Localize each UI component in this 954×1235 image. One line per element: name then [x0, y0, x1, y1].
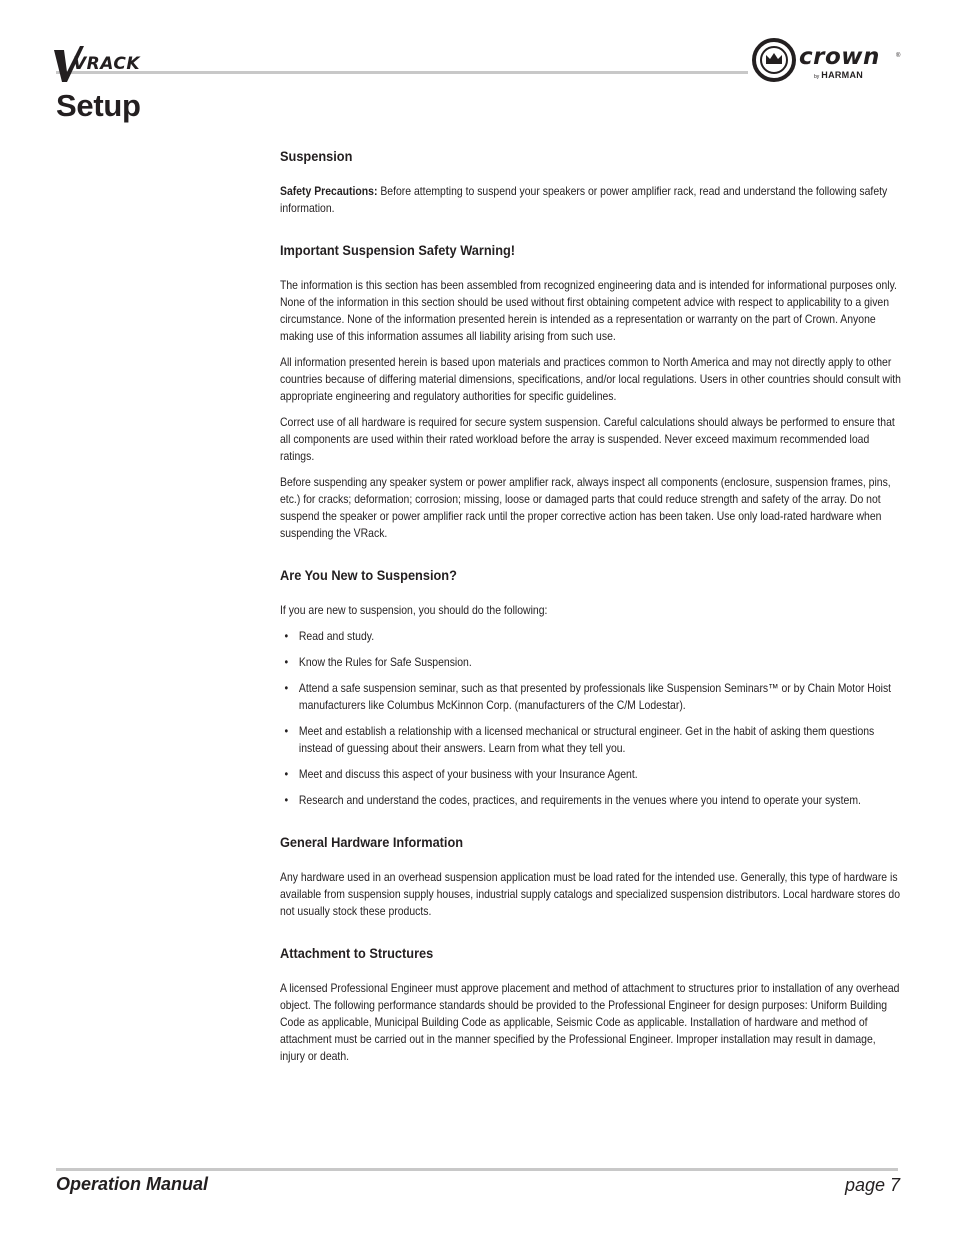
- crown-emblem-icon: [752, 38, 796, 82]
- document-body: [280, 147, 901, 1074]
- harman-wordmark: [814, 70, 863, 80]
- crown-wordmark: crown: [799, 44, 880, 70]
- footer-rule: [56, 1168, 898, 1171]
- bullet-icon: •: [284, 682, 289, 695]
- section-heading-general-hardware: General Hardware Information: [280, 835, 464, 851]
- footer-manual-title: Operation Manual: [56, 1174, 209, 1194]
- vrack-logo-text: VRACK: [73, 54, 141, 74]
- paragraph: All information presented herein is based upon materials and practices common to North America and may not directly apply to other countries because of differing material dimensions, specifications, and/or local regulations. Users in other countries should consult with appropriate engineering and regulatory authorities for specific guidelines.: [280, 356, 901, 403]
- bullet-icon: •: [284, 656, 289, 669]
- list-item: [280, 628, 901, 645]
- bullet-list: [280, 628, 901, 809]
- safety-precautions-paragraph: [280, 183, 901, 217]
- harman-label: HARMAN: [821, 70, 864, 80]
- paragraph: Correct use of all hardware is required for secure system suspension. Careful calculations should always be performed to ensure that all components are used within their rated workload before the array is suspended. Never exceed maximum recommended load ratings.: [280, 416, 895, 463]
- paragraph: The information is this section has been assembled from recognized engineering data and is intended for informational purposes only. None of the information in this section should be used without first obtaining competent advice with respect to applicability to a given circumstance. None of the information presented herein is intended as a representation or warranty on the part of Crown. Anyone making use of this information assumes all liability arising from such use.: [280, 279, 897, 343]
- list-item-text: Read and study.: [298, 630, 375, 643]
- list-item: [280, 792, 901, 809]
- paragraph: Any hardware used in an overhead suspension application must be load rated for the intended use. Generally, this type of hardware is available from suspension supply houses, industrial supply catalogs and specialized suspension distributors. Local hardware stores do not usually stock these products.: [280, 871, 901, 918]
- list-item-text: Know the Rules for Safe Suspension.: [298, 656, 472, 669]
- list-item-text: Meet and establish a relationship with a licensed mechanical or structural engineer. Get in the habit of asking them questions instead of guessing about their answers. Learn from what they tell you.: [298, 725, 875, 755]
- list-item-text: Research and understand the codes, practices, and requirements in the venues where you intend to operate your system.: [298, 794, 861, 807]
- list-item: [280, 654, 901, 671]
- by-label: by: [814, 74, 820, 80]
- section-heading-attachment: Attachment to Structures: [280, 946, 434, 962]
- paragraph: A licensed Professional Engineer must approve placement and method of attachment to structures prior to installation of any overhead object. The following performance standards should be provided to the Professional Engineer for design purposes: Uniform Building Code as applicable, Municipal Building Code as applicable, Seismic Code as applicable. Installation of hardware and method of attachment must be carried out in the manner specified by the Professional Engineer. Improper installation may result in damage, injury or death.: [280, 982, 900, 1063]
- list-item: [280, 680, 901, 714]
- bullet-icon: •: [284, 768, 289, 781]
- section-heading-new-to-suspension: Are You New to Suspension?: [280, 568, 457, 584]
- safety-precautions-text: Before attempting to suspend your speakers or power amplifier rack, read and understand the following safety information.: [280, 185, 888, 215]
- bullet-icon: •: [284, 630, 289, 643]
- crown-registered-mark: ®: [896, 53, 901, 59]
- list-item-text: Attend a safe suspension seminar, such as that presented by professionals like Suspension Seminars™ or by Chain Motor Hoist manufacturers like Columbus McKinnon Corp. (manufacturers of the C/M Lodestar).: [298, 682, 892, 712]
- list-item-text: Meet and discuss this aspect of your business with your Insurance Agent.: [298, 768, 638, 781]
- section-heading-suspension: Suspension: [280, 149, 353, 165]
- list-item: [280, 766, 901, 783]
- vrack-logo: [54, 44, 172, 84]
- crown-harman-logo: [752, 38, 902, 90]
- list-item: [280, 723, 901, 757]
- paragraph: Before suspending any speaker system or power amplifier rack, always inspect all components (enclosure, suspension frames, pins, etc.) for cracks; deformation; corrosion; missing, loose or damaged parts that could reduce strength and safety of the array. Do not suspend the speaker or power amplifier rack until the proper corrective action has been taken. Use only load-rated hardware when suspending the VRack.: [280, 476, 891, 540]
- bullet-icon: •: [284, 725, 289, 738]
- page-number: page 7: [844, 1175, 900, 1195]
- section-heading-safety-warning: Important Suspension Safety Warning!: [280, 243, 516, 259]
- bullet-icon: •: [284, 794, 289, 807]
- safety-precautions-lead: Safety Precautions:: [280, 185, 378, 198]
- paragraph: If you are new to suspension, you should do the following:: [280, 604, 548, 617]
- page-title: Setup: [56, 88, 141, 123]
